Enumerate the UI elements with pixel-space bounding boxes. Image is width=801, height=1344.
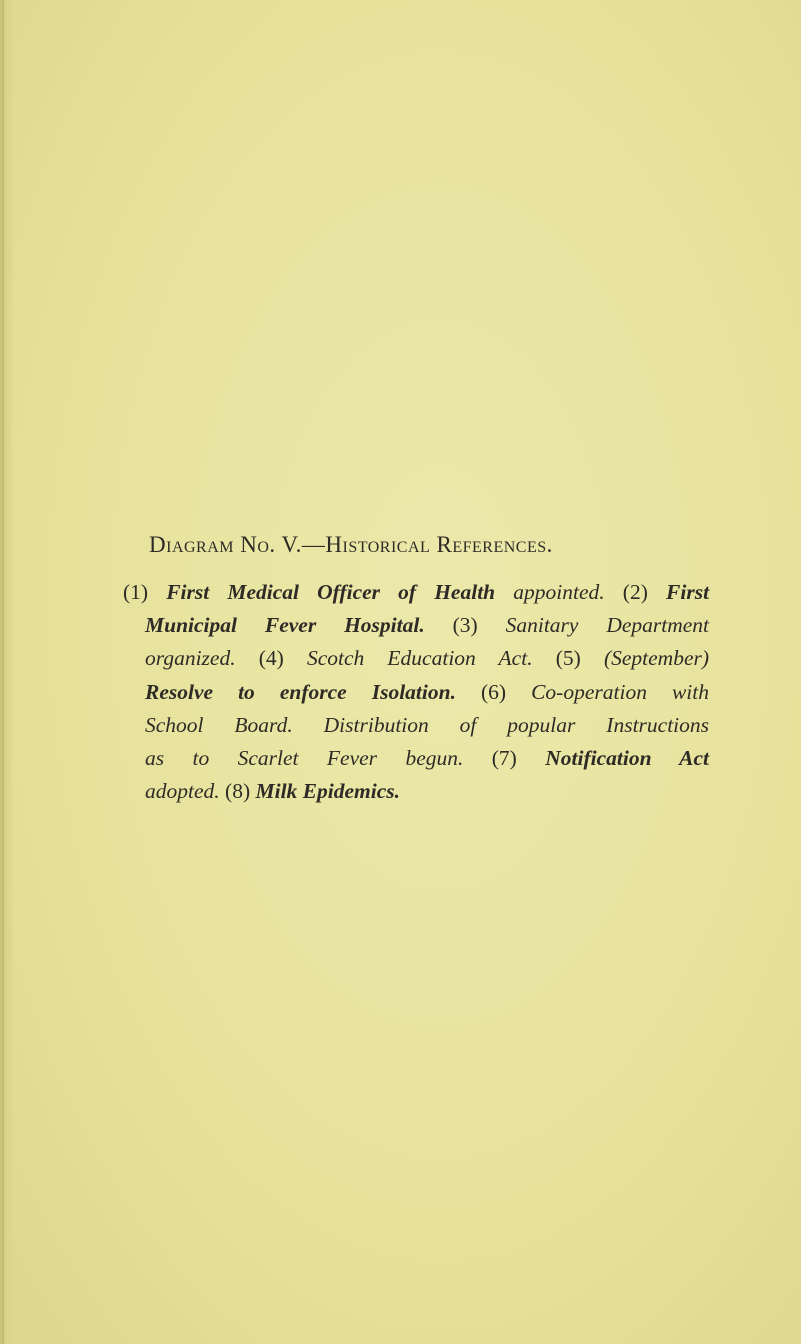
reference-line-2	[123, 609, 709, 642]
reference-text-2: First	[666, 580, 710, 604]
reference-number-6: (6)	[480, 679, 507, 704]
reference-line-3	[123, 642, 709, 675]
reference-text-3: Sanitary Department	[505, 613, 710, 638]
reference-text-3-cont: organized.	[145, 646, 236, 671]
reference-text-1-cont: appointed.	[513, 580, 605, 604]
references-paragraph	[123, 576, 709, 808]
reference-number-8: (8)	[225, 779, 251, 804]
reference-text-5-date: (September)	[603, 646, 710, 671]
reference-text-1: First Medical Officer of Health	[166, 580, 496, 604]
reference-number-3: (3)	[452, 613, 478, 638]
reference-text-6-distribution: Distribution of popular Instructions	[323, 712, 710, 737]
reference-number-2: (2)	[622, 580, 648, 604]
reference-text-4: Scotch Education Act.	[306, 646, 533, 671]
reference-text-2-cont: Municipal Fever Hospital.	[145, 613, 425, 638]
reference-text-6: Co-operation with	[531, 679, 710, 704]
reference-text-7: Notification Act	[545, 746, 710, 771]
reference-text-7-cont: adopted.	[145, 779, 220, 804]
page-left-binding-line	[2, 0, 4, 1344]
reference-line-7	[123, 775, 709, 808]
reference-text-6-cont: School Board.	[145, 712, 293, 737]
reference-line-1	[123, 576, 709, 609]
reference-line-6	[123, 742, 709, 775]
diagram-title-text: Diagram No. V.—Historical References.	[149, 532, 553, 557]
diagram-title	[149, 532, 709, 558]
reference-number-1: (1)	[123, 580, 149, 604]
reference-line-4	[123, 676, 709, 709]
reference-text-5: Resolve to enforce Isolation.	[145, 679, 456, 704]
reference-number-7: (7)	[491, 746, 517, 771]
reference-line-5	[123, 709, 709, 742]
reference-text-6-end: as to Scarlet Fever begun.	[145, 746, 464, 771]
reference-text-8: Milk Epidemics.	[255, 779, 401, 804]
reference-number-4: (4)	[258, 646, 284, 671]
reference-number-5: (5)	[555, 646, 581, 671]
